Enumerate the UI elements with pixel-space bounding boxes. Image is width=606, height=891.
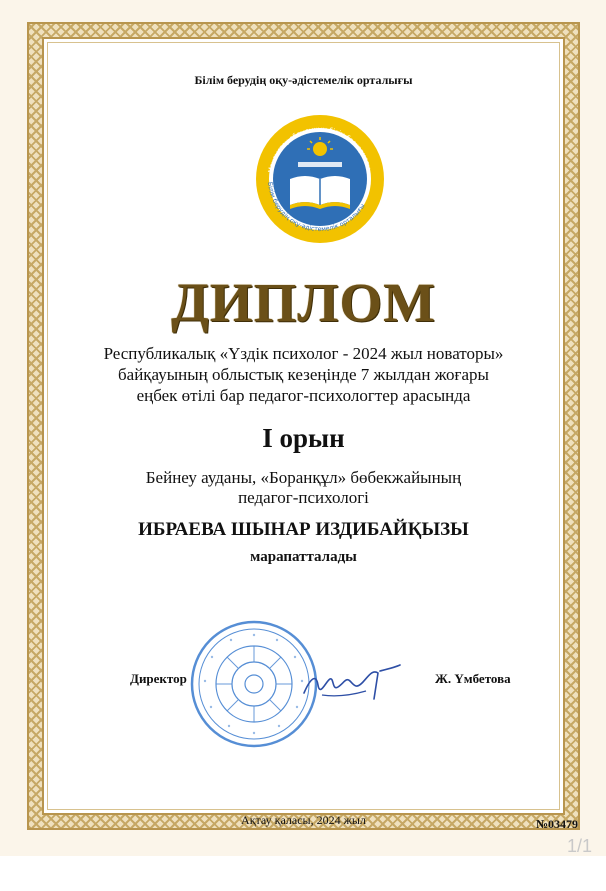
viewer-footer [0,856,606,891]
recipient-name: ИБРАЕВА ШЫНАР ИЗДИБАЙҚЫЗЫ [138,519,469,540]
competition-description [44,343,563,406]
diploma-body [42,37,579,831]
organization-name: Білім берудің оқу-әдістемелік орталығы [194,73,413,87]
description-line: байқауының облыстық кезеңінде 7 жылдан жоғары [118,365,489,384]
description-line: Республикалық «Үздік психолог - 2024 жыл новаторы» [103,344,504,363]
ornamental-border [27,22,580,830]
awarded-text: марапатталады [250,549,357,565]
page-counter: 1/1 [566,836,592,856]
position-line: педагог-психологі [238,488,369,507]
description-line: еңбек өтілі бар педагог-психологтер арасында [136,386,471,405]
open-book-sun-emblem-icon [254,113,386,245]
director-name: Ж. Үмбетова [435,671,511,686]
place-award: I орын [262,423,345,453]
director-label: Директор [130,671,187,686]
svg-text:Білім берудің оқу-әдістемелік: Білім берудің оқу-әдістемелік орталығы [266,181,367,234]
diploma-title: ДИПЛОМ [170,272,437,333]
handwritten-signature-icon [296,651,406,711]
recipient-position [44,468,563,508]
city-year: Ақтау қаласы, 2024 жыл [241,813,366,827]
diploma-number: №03479 [536,817,579,831]
svg-text:Маңғыстау облысының білім басқ: Маңғыстау облысының білім басқармасы [267,125,373,174]
position-line: Бейнеу ауданы, «Боранқұл» бөбекжайының [145,468,462,487]
